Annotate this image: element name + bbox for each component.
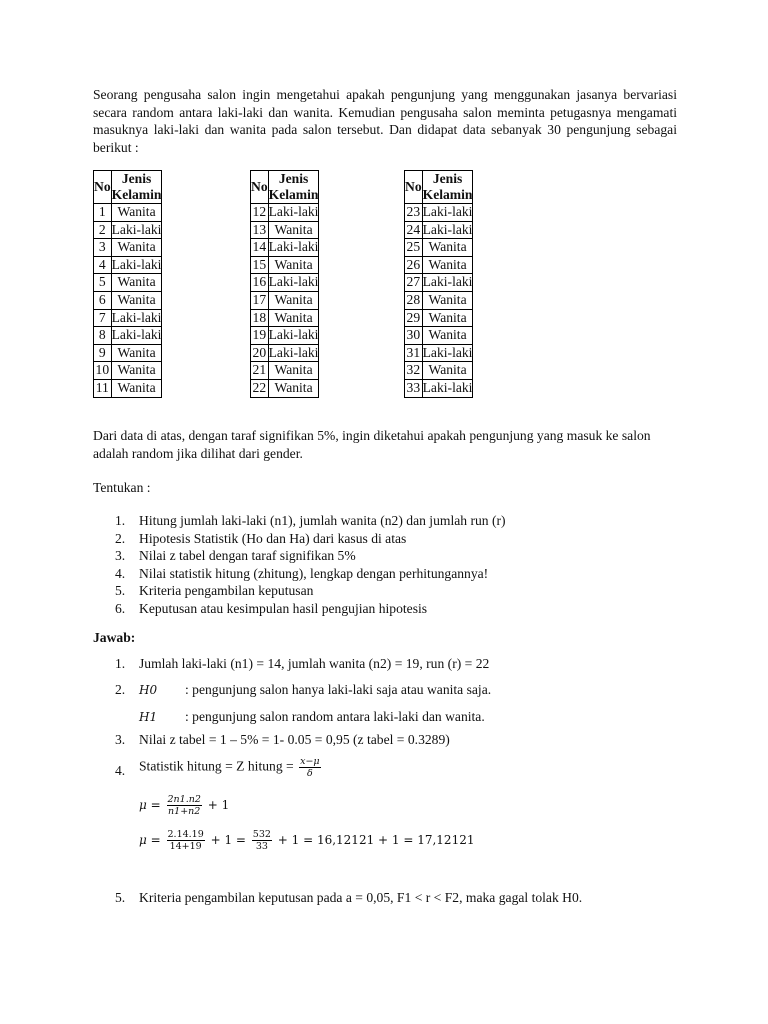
table-row <box>251 344 319 362</box>
tentukan-label: Tentukan : <box>93 480 151 495</box>
task-number: 3. <box>115 548 126 563</box>
cell-jenis-kelamin: Laki-laki <box>422 274 473 292</box>
table-row <box>94 309 162 327</box>
cell-jenis-kelamin: Wanita <box>268 309 319 327</box>
answer-4 <box>93 756 677 779</box>
cell-jenis-kelamin: Wanita <box>422 291 473 309</box>
table-row <box>405 309 473 327</box>
answer-list-2 <box>93 681 677 726</box>
cell-no: 1 <box>94 204 112 222</box>
task-text: Nilai statistik hitung (zhitung), lengkap dengan perhitungannya! <box>139 565 489 581</box>
cell-no: 20 <box>251 344 269 362</box>
cell-jenis-kelamin: Wanita <box>422 309 473 327</box>
task-text: Keputusan atau kesimpulan hasil pengujian hipotesis <box>139 600 428 616</box>
cell-jenis-kelamin: Wanita <box>422 362 473 380</box>
answer-number: 3. <box>115 732 126 747</box>
cell-no: 23 <box>405 204 423 222</box>
table-row <box>405 221 473 239</box>
answer-number: 2. <box>115 682 126 697</box>
table-row <box>405 362 473 380</box>
cell-no: 32 <box>405 362 423 380</box>
cell-no: 6 <box>94 291 112 309</box>
table-row <box>94 379 162 397</box>
cell-jenis-kelamin: Wanita <box>268 362 319 380</box>
data-table-3 <box>404 170 473 398</box>
cell-no: 4 <box>94 256 112 274</box>
task-number: 2. <box>115 530 126 546</box>
mu-formula: μ = $\frac{2n1.n2}{n1+n2}$ + 1 <box>139 794 230 817</box>
cell-no: 19 <box>251 327 269 345</box>
table-row <box>94 274 162 292</box>
table-row <box>405 344 473 362</box>
cell-jenis-kelamin: Laki-laki <box>422 204 473 222</box>
mu-calculation: μ = $\frac{2.14.19}{14+19}$ + 1 = $\frac{532}{33}$ + 1 = 16,12121 + 1 = 17,12121 <box>139 829 475 852</box>
answer-1 <box>93 655 677 673</box>
cell-no: 13 <box>251 221 269 239</box>
cell-no: 8 <box>94 327 112 345</box>
cell-no: 9 <box>94 344 112 362</box>
task-item <box>93 547 677 565</box>
task-item <box>93 512 677 530</box>
answer-1-text: Jumlah laki-laki (n1) = 14, jumlah wanita (n2) = 19, run (r) = 22 <box>139 656 490 671</box>
table-row <box>94 291 162 309</box>
table-row <box>405 274 473 292</box>
table-row <box>405 204 473 222</box>
cell-no: 11 <box>94 379 112 397</box>
mu-fraction <box>167 794 202 817</box>
z-formula-fraction <box>299 756 321 779</box>
z-denominator: δ <box>306 768 313 779</box>
answer-list-3 <box>93 731 677 749</box>
task-number: 5. <box>115 583 126 598</box>
header-no: No <box>251 171 269 204</box>
table-row <box>251 327 319 345</box>
cell-no: 24 <box>405 221 423 239</box>
table-row <box>251 362 319 380</box>
answer-list-4 <box>93 756 677 779</box>
cell-jenis-kelamin: Laki-laki <box>111 327 162 345</box>
mu-denominator: n1+n2 <box>168 806 201 817</box>
cell-jenis-kelamin: Laki-laki <box>268 344 319 362</box>
task-text: Nilai z tabel dengan taraf signifikan 5% <box>139 548 356 563</box>
cell-no: 10 <box>94 362 112 380</box>
jawab-heading: Jawab: <box>93 630 136 645</box>
cell-no: 7 <box>94 309 112 327</box>
cell-no: 31 <box>405 344 423 362</box>
mu-calc-fraction <box>167 829 205 852</box>
header-jenis-kelamin: Jenis Kelamin <box>422 171 473 202</box>
task-number: 1. <box>115 513 126 528</box>
mu-calc-numerator-2: 532 <box>252 829 271 840</box>
table-row <box>251 379 319 397</box>
table-row <box>405 239 473 257</box>
table-row <box>251 309 319 327</box>
header-no: No <box>405 171 423 204</box>
table-row <box>94 344 162 362</box>
h0-text: : pengunjung salon hanya laki-laki saja atau wanita saja. <box>185 682 492 697</box>
table-row <box>405 291 473 309</box>
cell-jenis-kelamin: Wanita <box>111 274 162 292</box>
answer-2-h1 <box>93 708 677 727</box>
task-number: 4. <box>115 565 126 581</box>
cell-no: 5 <box>94 274 112 292</box>
mu-tail: + 1 <box>207 798 230 812</box>
cell-jenis-kelamin: Laki-laki <box>111 256 162 274</box>
header-jenis-kelamin: Jenis Kelamin <box>111 171 162 202</box>
cell-no: 25 <box>405 239 423 257</box>
cell-jenis-kelamin: Wanita <box>111 362 162 380</box>
table-row <box>251 256 319 274</box>
table-row <box>94 239 162 257</box>
table-row <box>251 274 319 292</box>
cell-no: 17 <box>251 291 269 309</box>
cell-jenis-kelamin: Laki-laki <box>422 221 473 239</box>
cell-jenis-kelamin: Laki-laki <box>111 221 162 239</box>
answer-3-text: Nilai z tabel = 1 – 5% = 1- 0.05 = 0,95 (z tabel = 0.3289) <box>139 732 450 747</box>
cell-no: 15 <box>251 256 269 274</box>
task-list <box>93 512 677 617</box>
answer-4-text: Statistik hitung = Z hitung = <box>139 758 294 774</box>
cell-no: 33 <box>405 379 423 397</box>
mu-calc-denominator: 14+19 <box>169 841 202 852</box>
h1-text: : pengunjung salon random antara laki-laki dan wanita. <box>185 708 485 724</box>
cell-jenis-kelamin: Wanita <box>111 291 162 309</box>
table-row <box>94 256 162 274</box>
table-row <box>94 204 162 222</box>
table-row <box>251 239 319 257</box>
table-row <box>251 204 319 222</box>
cell-jenis-kelamin: Wanita <box>422 256 473 274</box>
h1-label: H1 <box>139 709 158 724</box>
cell-jenis-kelamin: Wanita <box>422 239 473 257</box>
cell-jenis-kelamin: Wanita <box>422 327 473 345</box>
task-text: Hitung jumlah laki-laki (n1), jumlah wanita (n2) dan jumlah run (r) <box>139 513 506 528</box>
cell-jenis-kelamin: Wanita <box>268 256 319 274</box>
answer-list <box>93 655 677 673</box>
cell-no: 22 <box>251 379 269 397</box>
answer-5-text: Kriteria pengambilan keputusan pada a = 0,05, F1 < r < F2, maka gagal tolak H0. <box>139 890 583 905</box>
task-item <box>93 582 677 600</box>
task-text: Hipotesis Statistik (Ho dan Ha) dari kasus di atas <box>139 530 407 546</box>
cell-no: 30 <box>405 327 423 345</box>
answer-3 <box>93 731 677 749</box>
mu-calc-fraction-2 <box>252 829 272 852</box>
answer-number: 4. <box>115 763 126 778</box>
cell-no: 28 <box>405 291 423 309</box>
cell-jenis-kelamin: Wanita <box>111 239 162 257</box>
cell-jenis-kelamin: Laki-laki <box>268 327 319 345</box>
cell-no: 27 <box>405 274 423 292</box>
task-item <box>93 600 677 618</box>
cell-no: 26 <box>405 256 423 274</box>
cell-no: 21 <box>251 362 269 380</box>
table-row <box>94 327 162 345</box>
answer-2 <box>93 681 677 700</box>
cell-no: 29 <box>405 309 423 327</box>
table-row <box>405 327 473 345</box>
data-table-2 <box>250 170 319 398</box>
mu-calc-numerator: 2.14.19 <box>167 829 204 840</box>
table-row <box>251 291 319 309</box>
header-jenis-kelamin: Jenis Kelamin <box>268 171 319 202</box>
mu-calc-denominator-2: 33 <box>255 841 268 852</box>
mu-calc-result: + 1 = 16,12121 + 1 = 17,12121 <box>277 833 475 847</box>
cell-jenis-kelamin: Laki-laki <box>422 379 473 397</box>
answer-number: 1. <box>115 656 126 671</box>
cell-no: 14 <box>251 239 269 257</box>
cell-no: 3 <box>94 239 112 257</box>
task-number: 6. <box>115 600 126 616</box>
table-row <box>94 221 162 239</box>
cell-jenis-kelamin: Wanita <box>268 221 319 239</box>
data-table-1 <box>93 170 162 398</box>
table-row <box>405 379 473 397</box>
cell-jenis-kelamin: Wanita <box>268 379 319 397</box>
cell-jenis-kelamin: Wanita <box>111 379 162 397</box>
cell-jenis-kelamin: Laki-laki <box>111 309 162 327</box>
task-text: Kriteria pengambilan keputusan <box>139 583 314 598</box>
cell-jenis-kelamin: Laki-laki <box>268 239 319 257</box>
mu-numerator: 2n1.n2 <box>167 794 201 805</box>
intro-paragraph: Seorang pengusaha salon ingin mengetahui apakah pengunjung yang menggunakan jasanya bervariasi secara random antara laki-laki dan wanita. Kemudian pengusaha salon meminta petugasnya mengamati masuknya laki-laki dan wanita pada salon tersebut. Dan didapat data sebanyak 30 pengunjung sebagai berikut : <box>93 87 677 155</box>
question-paragraph: Dari data di atas, dengan taraf signifikan 5%, ingin diketahui apakah pengunjung yang masuk ke salon adalah random jika dilihat dari gender. <box>93 428 651 461</box>
cell-no: 18 <box>251 309 269 327</box>
cell-jenis-kelamin: Wanita <box>268 291 319 309</box>
mu-calc-mid: + 1 = <box>210 833 246 847</box>
task-item <box>93 530 677 548</box>
h0-label: H0 <box>139 683 158 697</box>
table-row <box>251 221 319 239</box>
cell-jenis-kelamin: Laki-laki <box>268 274 319 292</box>
cell-jenis-kelamin: Laki-laki <box>268 204 319 222</box>
answer-list-5 <box>93 889 677 907</box>
z-numerator: x−μ <box>300 756 320 767</box>
cell-jenis-kelamin: Wanita <box>111 344 162 362</box>
answer-5 <box>93 889 677 907</box>
answer-number: 5. <box>115 890 126 905</box>
table-row <box>94 362 162 380</box>
cell-no: 2 <box>94 221 112 239</box>
table-row <box>405 256 473 274</box>
cell-jenis-kelamin: Laki-laki <box>422 344 473 362</box>
cell-no: 12 <box>251 204 269 222</box>
cell-jenis-kelamin: Wanita <box>111 204 162 222</box>
cell-no: 16 <box>251 274 269 292</box>
task-item <box>93 565 677 583</box>
header-no: No <box>94 171 112 204</box>
